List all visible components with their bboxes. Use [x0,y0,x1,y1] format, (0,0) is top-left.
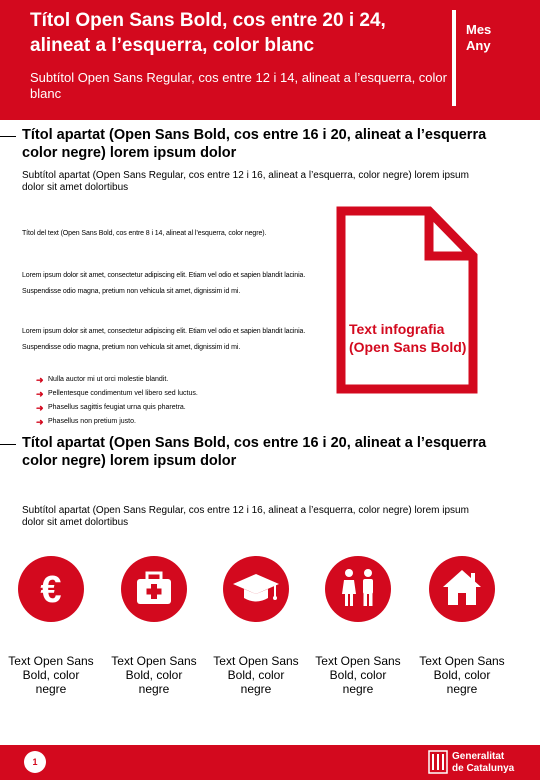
footer-bar [0,745,540,780]
svg-text:€: € [40,569,62,611]
header-banner [0,0,540,120]
page-subtitle: Subtítol Open Sans Regular, cos entre 12 i 14, alineat a l’esquerra, color blanc [30,70,447,101]
arrow-icon: ➜ [36,375,44,385]
body-paragraph: Lorem ipsum dolor sit amet, consectetur adipiscing elit. Etiam vel odio et sapien blandit lacinia. Suspendisse odio magna, pretium non vehicula sit amet, dignissim id mi. [22,272,306,295]
section-title: Títol apartat (Open Sans Bold, cos entre 16 i 20, alineat a l’esquerra color negre) lorem ipsum dolor [22,127,487,161]
date-year: Any [466,38,491,53]
generalitat-logo-icon [428,750,448,774]
list-item: ➜ Phasellus sagittis feugiat urna quis pharetra. [36,403,186,413]
date-block [466,22,491,54]
icon-label: Text Open Sans Bold, color negre [419,654,505,696]
section-title: Títol apartat (Open Sans Bold, cos entre 16 i 20, alineat a l’esquerra color negre) lorem ipsum dolor [22,435,487,469]
body-paragraph: Lorem ipsum dolor sit amet, consectetur adipiscing elit. Etiam vel odio et sapien blandit lacinia. Suspendisse odio magna, pretium non vehicula sit amet, dignissim id mi. [22,328,306,351]
bullet-list [36,373,316,429]
body-title: Títol del text (Open Sans Bold, cos entre 8 i 14, alineat al l’esquerra, color negre). [22,230,267,237]
section-subtitle: Subtítol apartat (Open Sans Regular, cos entre 12 i 16, alineat a l’esquerra, color negre) lorem ipsum dolor sit amet dolortibus [22,505,469,528]
section-marker [0,136,16,137]
icon-label: Text Open Sans Bold, color negre [8,654,94,696]
brand-name: Generalitat de Catalunya [452,751,515,774]
page-number: 1 [24,751,46,773]
arrow-icon: ➜ [36,417,44,427]
page-title: Títol Open Sans Bold, cos entre 20 i 24, alineat a l’esquerra, color blanc [30,10,386,56]
section-subtitle: Subtítol apartat (Open Sans Regular, cos entre 12 i 16, alineat a l’esquerra, color negre) lorem ipsum dolor sit amet dolortibus [22,170,469,193]
house-icon [429,556,495,622]
list-item: ➜ Nulla auctor mi ut orci molestie blandit. [36,375,169,385]
euro-icon [18,556,84,622]
list-item: ➜ Phasellus non pretium justo. [36,417,136,427]
people-icon [325,556,391,622]
graduation-cap-icon [223,556,289,622]
infographic-text: Text infografia (Open Sans Bold) [349,321,467,355]
first-aid-kit-icon [121,556,187,622]
date-month: Mes [466,22,492,37]
document-icon [336,206,478,394]
icon-label: Text Open Sans Bold, color negre [111,654,197,696]
header-divider [452,10,456,106]
list-item: ➜ Pellentesque condimentum vel libero sed luctus. [36,389,198,399]
icon-label: Text Open Sans Bold, color negre [315,654,401,696]
arrow-icon: ➜ [36,403,44,413]
arrow-icon: ➜ [36,389,44,399]
section-marker [0,444,16,445]
icon-label: Text Open Sans Bold, color negre [213,654,299,696]
